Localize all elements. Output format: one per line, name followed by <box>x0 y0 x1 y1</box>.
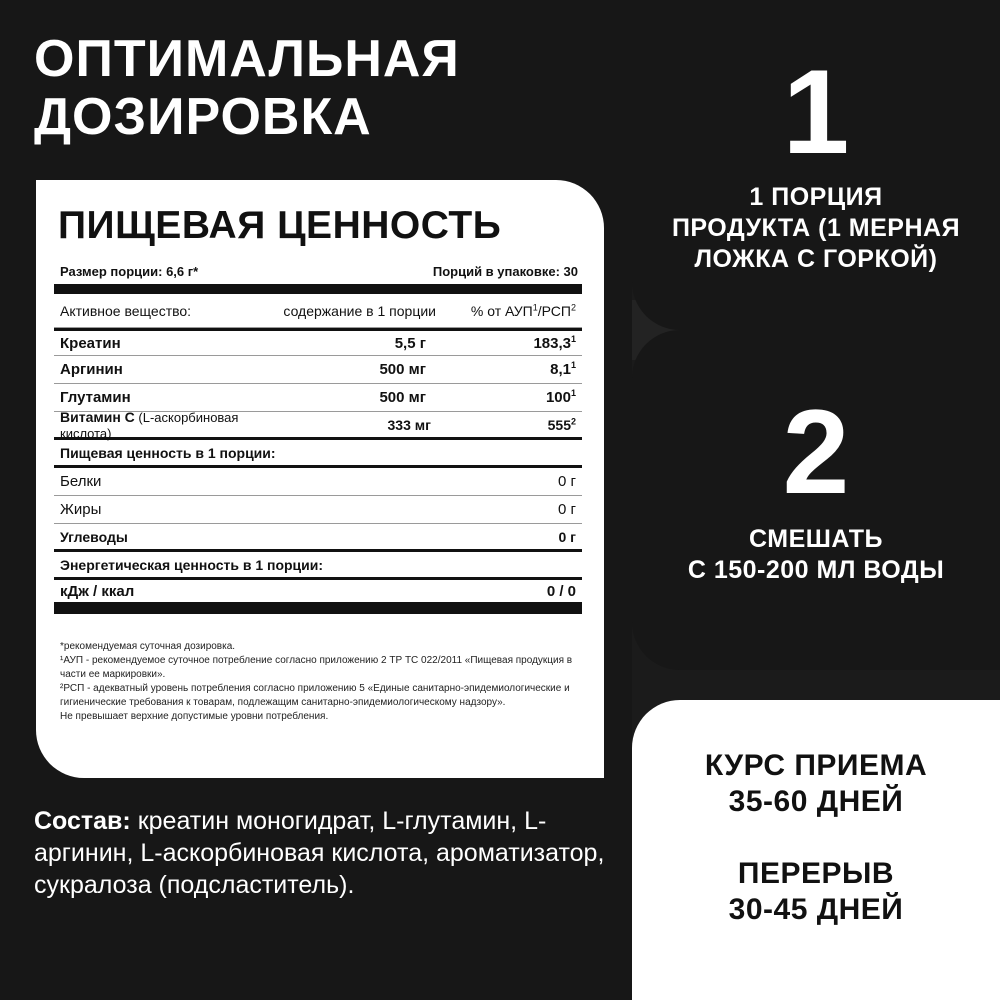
step-text-line: ЛОЖКА С ГОРКОЙ) <box>694 245 938 273</box>
header-sup-2: 2 <box>570 301 576 312</box>
step-text-line: С 150-200 МЛ ВОДЫ <box>687 556 945 584</box>
step-panel-1 <box>632 0 1000 330</box>
step-text-line: 1 ПОРЦИЯ <box>749 183 883 211</box>
active-name: Аргинин <box>60 361 123 378</box>
nutrition-table <box>54 294 582 614</box>
step-number: 1 <box>782 45 850 179</box>
active-amount: 500 мг <box>379 389 426 406</box>
active-amount: 5,5 г <box>394 334 426 352</box>
header-percent-rsp: /РСП <box>537 302 571 319</box>
footnotes <box>60 640 578 724</box>
serving-info <box>60 264 578 279</box>
nutrition-label-title: ПИЩЕВАЯ ЦЕННОСТЬ <box>58 204 502 247</box>
step-panel-2 <box>632 330 1000 670</box>
active-percent <box>431 417 576 433</box>
footnote: ²РСП - адекватный уровень потребления согласно приложению 5 «Единые санитарно-эпидемиологические и гигиенические требования к товарам, подлежащим санитарно-эпидемиологическому надзору». <box>60 683 570 708</box>
active-name: Креатин <box>60 334 121 352</box>
divider-bar <box>54 284 582 294</box>
active-name <box>60 409 286 441</box>
step-text <box>632 524 1000 586</box>
active-percent-sup: 1 <box>570 333 576 344</box>
step-text <box>632 182 1000 275</box>
nutrient-value: 0 г <box>558 501 576 518</box>
course-intake <box>632 748 1000 820</box>
course-intake-line: 35-60 ДНЕЙ <box>728 785 904 818</box>
energy-heading: Энергетическая ценность в 1 порции: <box>60 556 324 573</box>
table-row <box>54 328 582 356</box>
course-break-line: 30-45 ДНЕЙ <box>728 893 904 926</box>
step-text-line: СМЕШАТЬ <box>749 525 883 553</box>
footnote: ¹АУП - рекомендуемое суточное потребление согласно приложению 2 ТР ТС 022/2011 «Пищевая продукция в части ее маркировки». <box>60 655 573 680</box>
nutrient-name: Белки <box>60 473 102 490</box>
nutrient-name: Углеводы <box>60 528 128 545</box>
active-percent <box>426 335 576 352</box>
energy-value: 0 / 0 <box>546 582 576 600</box>
active-amount: 333 мг <box>387 416 431 433</box>
table-row <box>54 408 582 441</box>
nutrient-value: 0 г <box>558 528 576 545</box>
course-break <box>632 856 1000 928</box>
course-panel <box>632 700 1000 1000</box>
footnote: Не превышает верхние допустимые уровни потребления. <box>60 711 329 722</box>
active-percent-sup: 1 <box>570 388 576 398</box>
active-percent-value: 183,3 <box>533 334 571 352</box>
course-break-line: ПЕРЕРЫВ <box>737 857 895 890</box>
header-percent <box>436 303 576 319</box>
table-row <box>54 468 582 496</box>
footnote: *рекомендуемая суточная дозировка. <box>60 641 236 652</box>
serving-size: Размер порции: 6,6 г* <box>60 264 199 279</box>
nutrition-label <box>36 180 604 778</box>
nutrition-heading: Пищевая ценность в 1 порции: <box>60 444 276 461</box>
table-row <box>54 496 582 524</box>
composition-label: Состав: <box>34 807 131 835</box>
servings-per-pack: Порций в упаковке: 30 <box>432 264 578 279</box>
active-percent <box>426 389 576 406</box>
title-line-1: ОПТИМАЛЬНАЯ <box>34 30 460 88</box>
header-percent-aup: % от АУП <box>470 302 533 319</box>
active-percent-value: 8,1 <box>550 361 571 378</box>
active-percent-value: 100 <box>545 389 571 406</box>
active-name-main: Витамин С <box>60 408 135 425</box>
table-row <box>54 524 582 552</box>
header-substance: Активное вещество: <box>60 302 192 319</box>
active-percent-sup: 2 <box>570 415 576 426</box>
active-percent-value: 555 <box>547 416 571 433</box>
nutrient-name: Жиры <box>60 501 102 518</box>
active-amount: 500 мг <box>379 361 426 378</box>
header-sup-1: 1 <box>532 301 538 312</box>
active-name: Глутамин <box>60 389 131 406</box>
nutrient-value: 0 г <box>558 473 576 490</box>
table-header-row <box>54 294 582 328</box>
table-row <box>54 356 582 384</box>
energy-name: кДж / ккал <box>60 582 135 600</box>
header-amount: содержание в 1 порции <box>283 302 436 319</box>
course-intake-line: КУРС ПРИЕМА <box>704 749 928 782</box>
composition-text: креатин моногидрат, L-глутамин, L-аргинин, L-аскорбиновая кислота, ароматизатор, сукралоза (подсластитель). <box>34 807 605 899</box>
step-text-line: ПРОДУКТА (1 МЕРНАЯ <box>671 214 961 242</box>
energy-heading-row <box>54 552 582 580</box>
active-name-note: (L-аскорбиновая кислота) <box>60 409 239 441</box>
active-percent <box>426 361 576 378</box>
active-percent-sup: 1 <box>570 360 576 370</box>
page-title <box>34 30 460 146</box>
step-number: 2 <box>782 385 850 519</box>
composition <box>34 805 624 901</box>
energy-row <box>54 580 582 614</box>
nutrition-heading-row <box>54 440 582 468</box>
title-line-2: ДОЗИРОВКА <box>34 88 372 146</box>
